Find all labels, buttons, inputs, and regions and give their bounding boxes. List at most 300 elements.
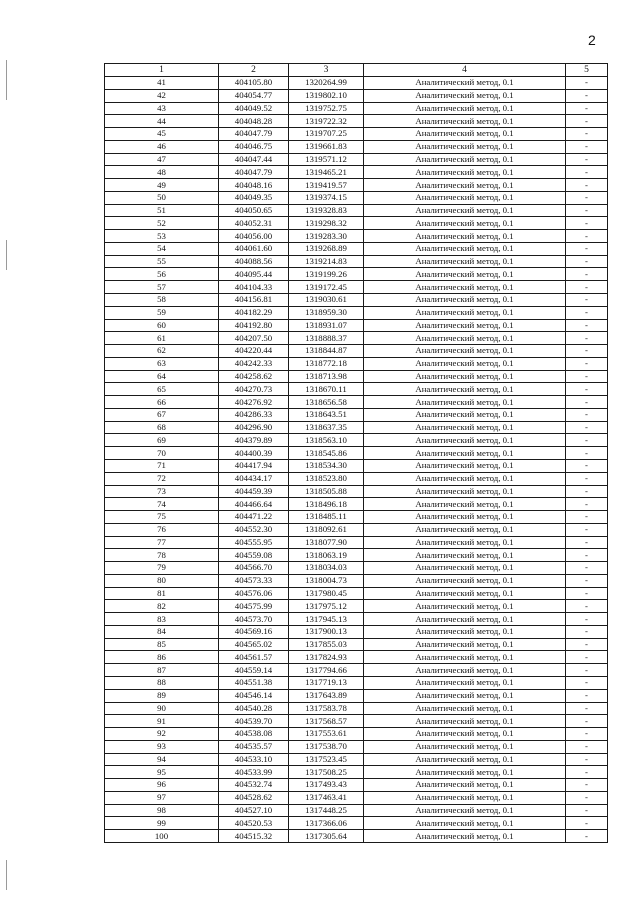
table-row <box>105 715 608 728</box>
point-number-cell: 92 <box>105 728 219 741</box>
x-coordinate-cell: 404052.31 <box>219 217 289 230</box>
table-row <box>105 549 608 562</box>
table-row <box>105 421 608 434</box>
x-coordinate-cell: 404400.39 <box>219 447 289 460</box>
point-number-cell: 80 <box>105 574 219 587</box>
y-coordinate-cell: 1317553.61 <box>289 728 364 741</box>
point-number-cell: 70 <box>105 447 219 460</box>
point-number-cell: 74 <box>105 498 219 511</box>
table-header-row <box>105 64 608 77</box>
x-coordinate-cell: 404156.81 <box>219 294 289 307</box>
y-coordinate-cell: 1317305.64 <box>289 830 364 843</box>
y-coordinate-cell: 1319465.21 <box>289 166 364 179</box>
y-coordinate-cell: 1319707.25 <box>289 128 364 141</box>
table-row <box>105 753 608 766</box>
table-row <box>105 319 608 332</box>
table-row <box>105 77 608 90</box>
point-number-cell: 81 <box>105 587 219 600</box>
y-coordinate-cell: 1318077.90 <box>289 536 364 549</box>
y-coordinate-cell: 1319661.83 <box>289 140 364 153</box>
table-row <box>105 638 608 651</box>
note-cell: - <box>566 345 608 358</box>
x-coordinate-cell: 404527.10 <box>219 804 289 817</box>
x-coordinate-cell: 404048.16 <box>219 179 289 192</box>
table-row <box>105 498 608 511</box>
x-coordinate-cell: 404047.79 <box>219 128 289 141</box>
table-row <box>105 702 608 715</box>
point-number-cell: 75 <box>105 511 219 524</box>
y-coordinate-cell: 1318931.07 <box>289 319 364 332</box>
x-coordinate-cell: 404471.22 <box>219 511 289 524</box>
x-coordinate-cell: 404050.65 <box>219 204 289 217</box>
note-cell: - <box>566 102 608 115</box>
note-cell: - <box>566 268 608 281</box>
method-cell: Аналитический метод, 0.1 <box>364 574 566 587</box>
note-cell: - <box>566 153 608 166</box>
point-number-cell: 62 <box>105 345 219 358</box>
table-row <box>105 357 608 370</box>
table-row <box>105 242 608 255</box>
x-coordinate-cell: 404296.90 <box>219 421 289 434</box>
x-coordinate-cell: 404054.77 <box>219 89 289 102</box>
method-cell: Аналитический метод, 0.1 <box>364 536 566 549</box>
note-cell: - <box>566 676 608 689</box>
table-row <box>105 740 608 753</box>
point-number-cell: 42 <box>105 89 219 102</box>
method-cell: Аналитический метод, 0.1 <box>364 319 566 332</box>
method-cell: Аналитический метод, 0.1 <box>364 77 566 90</box>
table-row <box>105 140 608 153</box>
y-coordinate-cell: 1317538.70 <box>289 740 364 753</box>
method-cell: Аналитический метод, 0.1 <box>364 702 566 715</box>
note-cell: - <box>566 357 608 370</box>
x-coordinate-cell: 404192.80 <box>219 319 289 332</box>
point-number-cell: 56 <box>105 268 219 281</box>
table-row <box>105 230 608 243</box>
table-row <box>105 396 608 409</box>
x-coordinate-cell: 404459.39 <box>219 485 289 498</box>
method-cell: Аналитический метод, 0.1 <box>364 817 566 830</box>
y-coordinate-cell: 1319571.12 <box>289 153 364 166</box>
table-row <box>105 281 608 294</box>
x-coordinate-cell: 404104.33 <box>219 281 289 294</box>
note-cell: - <box>566 459 608 472</box>
x-coordinate-cell: 404532.74 <box>219 779 289 792</box>
x-coordinate-cell: 404088.56 <box>219 255 289 268</box>
method-cell: Аналитический метод, 0.1 <box>364 523 566 536</box>
x-coordinate-cell: 404559.14 <box>219 664 289 677</box>
point-number-cell: 65 <box>105 383 219 396</box>
x-coordinate-cell: 404047.79 <box>219 166 289 179</box>
x-coordinate-cell: 404515.32 <box>219 830 289 843</box>
point-number-cell: 46 <box>105 140 219 153</box>
method-cell: Аналитический метод, 0.1 <box>364 587 566 600</box>
y-coordinate-cell: 1318523.80 <box>289 472 364 485</box>
method-cell: Аналитический метод, 0.1 <box>364 281 566 294</box>
table-row <box>105 191 608 204</box>
y-coordinate-cell: 1317583.78 <box>289 702 364 715</box>
x-coordinate-cell: 404561.57 <box>219 651 289 664</box>
method-cell: Аналитический метод, 0.1 <box>364 115 566 128</box>
note-cell: - <box>566 396 608 409</box>
y-coordinate-cell: 1319752.75 <box>289 102 364 115</box>
x-coordinate-cell: 404047.44 <box>219 153 289 166</box>
method-cell: Аналитический метод, 0.1 <box>364 255 566 268</box>
x-coordinate-cell: 404528.62 <box>219 791 289 804</box>
table-row <box>105 408 608 421</box>
note-cell: - <box>566 128 608 141</box>
table-row <box>105 728 608 741</box>
y-coordinate-cell: 1319199.26 <box>289 268 364 281</box>
method-cell: Аналитический метод, 0.1 <box>364 383 566 396</box>
method-cell: Аналитический метод, 0.1 <box>364 676 566 689</box>
table-row <box>105 383 608 396</box>
note-cell: - <box>566 549 608 562</box>
point-number-cell: 58 <box>105 294 219 307</box>
point-number-cell: 79 <box>105 562 219 575</box>
point-number-cell: 98 <box>105 804 219 817</box>
y-coordinate-cell: 1317568.57 <box>289 715 364 728</box>
point-number-cell: 50 <box>105 191 219 204</box>
note-cell: - <box>566 651 608 664</box>
point-number-cell: 87 <box>105 664 219 677</box>
method-cell: Аналитический метод, 0.1 <box>364 485 566 498</box>
y-coordinate-cell: 1317975.12 <box>289 600 364 613</box>
y-coordinate-cell: 1319298.32 <box>289 217 364 230</box>
x-coordinate-cell: 404546.14 <box>219 689 289 702</box>
point-number-cell: 71 <box>105 459 219 472</box>
x-coordinate-cell: 404559.08 <box>219 549 289 562</box>
x-coordinate-cell: 404270.73 <box>219 383 289 396</box>
note-cell: - <box>566 485 608 498</box>
point-number-cell: 53 <box>105 230 219 243</box>
note-cell: - <box>566 587 608 600</box>
x-coordinate-cell: 404569.16 <box>219 625 289 638</box>
point-number-cell: 100 <box>105 830 219 843</box>
note-cell: - <box>566 306 608 319</box>
note-cell: - <box>566 370 608 383</box>
table-row <box>105 689 608 702</box>
y-coordinate-cell: 1317945.13 <box>289 613 364 626</box>
point-number-cell: 68 <box>105 421 219 434</box>
y-coordinate-cell: 1317855.03 <box>289 638 364 651</box>
point-number-cell: 63 <box>105 357 219 370</box>
method-cell: Аналитический метод, 0.1 <box>364 549 566 562</box>
y-coordinate-cell: 1317508.25 <box>289 766 364 779</box>
header-cell: 4 <box>364 64 566 77</box>
table-row <box>105 370 608 383</box>
x-coordinate-cell: 404466.64 <box>219 498 289 511</box>
point-number-cell: 61 <box>105 332 219 345</box>
note-cell: - <box>566 574 608 587</box>
method-cell: Аналитический метод, 0.1 <box>364 625 566 638</box>
note-cell: - <box>566 408 608 421</box>
table-row <box>105 217 608 230</box>
note-cell: - <box>566 779 608 792</box>
note-cell: - <box>566 804 608 817</box>
note-cell: - <box>566 728 608 741</box>
y-coordinate-cell: 1319419.57 <box>289 179 364 192</box>
x-coordinate-cell: 404046.75 <box>219 140 289 153</box>
note-cell: - <box>566 523 608 536</box>
note-cell: - <box>566 421 608 434</box>
method-cell: Аналитический метод, 0.1 <box>364 89 566 102</box>
y-coordinate-cell: 1318844.87 <box>289 345 364 358</box>
y-coordinate-cell: 1318505.88 <box>289 485 364 498</box>
note-cell: - <box>566 791 608 804</box>
method-cell: Аналитический метод, 0.1 <box>364 421 566 434</box>
x-coordinate-cell: 404566.70 <box>219 562 289 575</box>
y-coordinate-cell: 1317900.13 <box>289 625 364 638</box>
method-cell: Аналитический метод, 0.1 <box>364 766 566 779</box>
y-coordinate-cell: 1319283.30 <box>289 230 364 243</box>
table-row <box>105 204 608 217</box>
y-coordinate-cell: 1318643.51 <box>289 408 364 421</box>
point-number-cell: 91 <box>105 715 219 728</box>
note-cell: - <box>566 179 608 192</box>
note-cell: - <box>566 255 608 268</box>
method-cell: Аналитический метод, 0.1 <box>364 294 566 307</box>
note-cell: - <box>566 191 608 204</box>
method-cell: Аналитический метод, 0.1 <box>364 651 566 664</box>
method-cell: Аналитический метод, 0.1 <box>364 166 566 179</box>
method-cell: Аналитический метод, 0.1 <box>364 459 566 472</box>
y-coordinate-cell: 1317493.43 <box>289 779 364 792</box>
y-coordinate-cell: 1318888.37 <box>289 332 364 345</box>
table-row <box>105 766 608 779</box>
note-cell: - <box>566 740 608 753</box>
y-coordinate-cell: 1318772.18 <box>289 357 364 370</box>
point-number-cell: 97 <box>105 791 219 804</box>
note-cell: - <box>566 472 608 485</box>
point-number-cell: 45 <box>105 128 219 141</box>
method-cell: Аналитический метод, 0.1 <box>364 345 566 358</box>
note-cell: - <box>566 447 608 460</box>
point-number-cell: 55 <box>105 255 219 268</box>
point-number-cell: 96 <box>105 779 219 792</box>
point-number-cell: 44 <box>105 115 219 128</box>
header-cell: 1 <box>105 64 219 77</box>
x-coordinate-cell: 404048.28 <box>219 115 289 128</box>
method-cell: Аналитический метод, 0.1 <box>364 306 566 319</box>
x-coordinate-cell: 404535.57 <box>219 740 289 753</box>
x-coordinate-cell: 404520.53 <box>219 817 289 830</box>
y-coordinate-cell: 1317719.13 <box>289 676 364 689</box>
method-cell: Аналитический метод, 0.1 <box>364 562 566 575</box>
x-coordinate-cell: 404417.94 <box>219 459 289 472</box>
table-row <box>105 255 608 268</box>
note-cell: - <box>566 511 608 524</box>
table-row <box>105 434 608 447</box>
y-coordinate-cell: 1317643.89 <box>289 689 364 702</box>
note-cell: - <box>566 319 608 332</box>
x-coordinate-cell: 404555.95 <box>219 536 289 549</box>
point-number-cell: 41 <box>105 77 219 90</box>
page-number: 2 <box>588 32 596 48</box>
note-cell: - <box>566 715 608 728</box>
x-coordinate-cell: 404182.29 <box>219 306 289 319</box>
point-number-cell: 76 <box>105 523 219 536</box>
note-cell: - <box>566 294 608 307</box>
note-cell: - <box>566 600 608 613</box>
method-cell: Аналитический метод, 0.1 <box>364 791 566 804</box>
coordinates-table <box>104 63 608 843</box>
table-row <box>105 536 608 549</box>
point-number-cell: 66 <box>105 396 219 409</box>
x-coordinate-cell: 404538.08 <box>219 728 289 741</box>
y-coordinate-cell: 1320264.99 <box>289 77 364 90</box>
y-coordinate-cell: 1318004.73 <box>289 574 364 587</box>
y-coordinate-cell: 1317824.93 <box>289 651 364 664</box>
point-number-cell: 51 <box>105 204 219 217</box>
note-cell: - <box>566 77 608 90</box>
y-coordinate-cell: 1319172.45 <box>289 281 364 294</box>
y-coordinate-cell: 1319722.32 <box>289 115 364 128</box>
table-row <box>105 587 608 600</box>
note-cell: - <box>566 166 608 179</box>
scan-margin-mark <box>6 860 7 890</box>
note-cell: - <box>566 242 608 255</box>
x-coordinate-cell: 404220.44 <box>219 345 289 358</box>
note-cell: - <box>566 383 608 396</box>
method-cell: Аналитический метод, 0.1 <box>364 830 566 843</box>
method-cell: Аналитический метод, 0.1 <box>364 179 566 192</box>
x-coordinate-cell: 404565.02 <box>219 638 289 651</box>
table-row <box>105 523 608 536</box>
scan-margin-mark <box>6 60 7 100</box>
point-number-cell: 83 <box>105 613 219 626</box>
note-cell: - <box>566 217 608 230</box>
method-cell: Аналитический метод, 0.1 <box>364 753 566 766</box>
point-number-cell: 69 <box>105 434 219 447</box>
method-cell: Аналитический метод, 0.1 <box>364 230 566 243</box>
table-row <box>105 294 608 307</box>
y-coordinate-cell: 1319268.89 <box>289 242 364 255</box>
point-number-cell: 95 <box>105 766 219 779</box>
point-number-cell: 73 <box>105 485 219 498</box>
header-cell: 3 <box>289 64 364 77</box>
table-row <box>105 613 608 626</box>
y-coordinate-cell: 1319374.15 <box>289 191 364 204</box>
note-cell: - <box>566 498 608 511</box>
point-number-cell: 84 <box>105 625 219 638</box>
point-number-cell: 72 <box>105 472 219 485</box>
table-row <box>105 830 608 843</box>
table-row <box>105 332 608 345</box>
y-coordinate-cell: 1318092.61 <box>289 523 364 536</box>
method-cell: Аналитический метод, 0.1 <box>364 396 566 409</box>
table-row <box>105 166 608 179</box>
x-coordinate-cell: 404242.33 <box>219 357 289 370</box>
method-cell: Аналитический метод, 0.1 <box>364 728 566 741</box>
y-coordinate-cell: 1317980.45 <box>289 587 364 600</box>
table-row <box>105 306 608 319</box>
x-coordinate-cell: 404576.06 <box>219 587 289 600</box>
method-cell: Аналитический метод, 0.1 <box>364 779 566 792</box>
y-coordinate-cell: 1318656.58 <box>289 396 364 409</box>
x-coordinate-cell: 404533.99 <box>219 766 289 779</box>
x-coordinate-cell: 404276.92 <box>219 396 289 409</box>
x-coordinate-cell: 404540.28 <box>219 702 289 715</box>
method-cell: Аналитический метод, 0.1 <box>364 408 566 421</box>
y-coordinate-cell: 1317463.41 <box>289 791 364 804</box>
x-coordinate-cell: 404552.30 <box>219 523 289 536</box>
method-cell: Аналитический метод, 0.1 <box>364 664 566 677</box>
y-coordinate-cell: 1317794.66 <box>289 664 364 677</box>
method-cell: Аналитический метод, 0.1 <box>364 191 566 204</box>
note-cell: - <box>566 332 608 345</box>
x-coordinate-cell: 404049.35 <box>219 191 289 204</box>
point-number-cell: 57 <box>105 281 219 294</box>
x-coordinate-cell: 404286.33 <box>219 408 289 421</box>
table-row <box>105 345 608 358</box>
method-cell: Аналитический метод, 0.1 <box>364 370 566 383</box>
point-number-cell: 85 <box>105 638 219 651</box>
y-coordinate-cell: 1318670.11 <box>289 383 364 396</box>
table-row <box>105 89 608 102</box>
method-cell: Аналитический метод, 0.1 <box>364 332 566 345</box>
table-row <box>105 625 608 638</box>
point-number-cell: 78 <box>105 549 219 562</box>
x-coordinate-cell: 404434.17 <box>219 472 289 485</box>
table-row <box>105 804 608 817</box>
x-coordinate-cell: 404061.60 <box>219 242 289 255</box>
y-coordinate-cell: 1318545.86 <box>289 447 364 460</box>
y-coordinate-cell: 1318063.19 <box>289 549 364 562</box>
y-coordinate-cell: 1318485.11 <box>289 511 364 524</box>
x-coordinate-cell: 404095.44 <box>219 268 289 281</box>
method-cell: Аналитический метод, 0.1 <box>364 242 566 255</box>
method-cell: Аналитический метод, 0.1 <box>364 102 566 115</box>
point-number-cell: 48 <box>105 166 219 179</box>
y-coordinate-cell: 1319328.83 <box>289 204 364 217</box>
method-cell: Аналитический метод, 0.1 <box>364 638 566 651</box>
point-number-cell: 52 <box>105 217 219 230</box>
y-coordinate-cell: 1318534.30 <box>289 459 364 472</box>
point-number-cell: 86 <box>105 651 219 664</box>
y-coordinate-cell: 1317448.25 <box>289 804 364 817</box>
note-cell: - <box>566 613 608 626</box>
x-coordinate-cell: 404539.70 <box>219 715 289 728</box>
table-row <box>105 562 608 575</box>
note-cell: - <box>566 434 608 447</box>
point-number-cell: 94 <box>105 753 219 766</box>
method-cell: Аналитический метод, 0.1 <box>364 511 566 524</box>
table-row <box>105 153 608 166</box>
point-number-cell: 99 <box>105 817 219 830</box>
y-coordinate-cell: 1318713.98 <box>289 370 364 383</box>
x-coordinate-cell: 404573.70 <box>219 613 289 626</box>
x-coordinate-cell: 404049.52 <box>219 102 289 115</box>
note-cell: - <box>566 281 608 294</box>
method-cell: Аналитический метод, 0.1 <box>364 740 566 753</box>
y-coordinate-cell: 1318563.10 <box>289 434 364 447</box>
point-number-cell: 60 <box>105 319 219 332</box>
note-cell: - <box>566 830 608 843</box>
point-number-cell: 64 <box>105 370 219 383</box>
x-coordinate-cell: 404258.62 <box>219 370 289 383</box>
method-cell: Аналитический метод, 0.1 <box>364 128 566 141</box>
table-row <box>105 664 608 677</box>
note-cell: - <box>566 562 608 575</box>
scan-margin-mark <box>6 240 7 270</box>
method-cell: Аналитический метод, 0.1 <box>364 434 566 447</box>
table-row <box>105 115 608 128</box>
method-cell: Аналитический метод, 0.1 <box>364 153 566 166</box>
table-row <box>105 459 608 472</box>
method-cell: Аналитический метод, 0.1 <box>364 204 566 217</box>
y-coordinate-cell: 1318959.30 <box>289 306 364 319</box>
